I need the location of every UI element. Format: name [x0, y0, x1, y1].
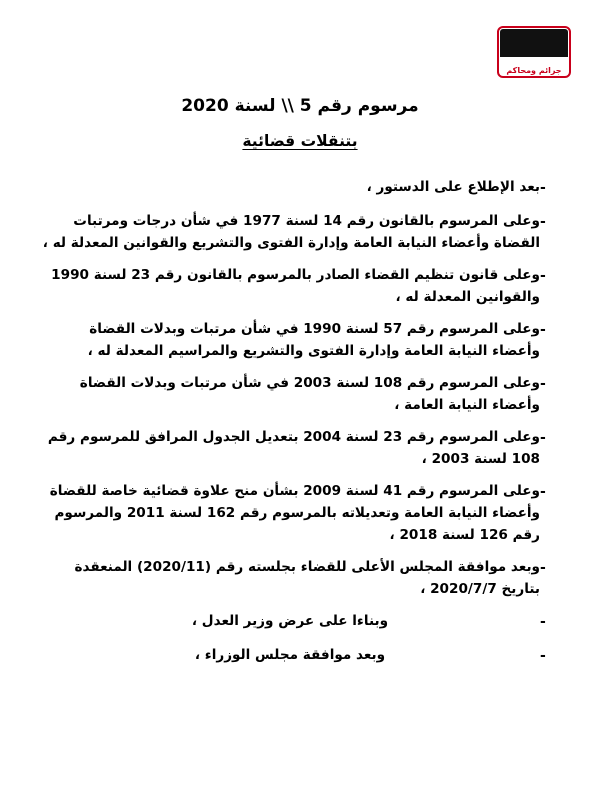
list-item: [40, 556, 566, 600]
clause-dash: -: [540, 613, 546, 630]
clause-text: وعلى المرسوم رقم 41 لسنة 2009 بشأن منح علاوة قضائية خاصة للقضاة وأعضاء النيابة العامة وتعديلاته بالمرسوم رقم 162 لسنة 2011 والمرسوم رقم 126 لسنة 2018 ،: [49, 482, 540, 543]
list-item: [40, 644, 566, 668]
clause-list: [0, 150, 600, 667]
list-item: [40, 372, 566, 416]
clause-dash: -: [540, 180, 546, 196]
list-item: [40, 426, 566, 470]
list-item: [40, 318, 566, 362]
clause-text: وبعد موافقة مجلس الوزراء ،: [194, 646, 386, 663]
list-item: [40, 480, 566, 546]
clause-text: وبعد موافقة المجلس الأعلى للقضاء بجلسته رقم (2020/11) المنعقدة بتاريخ 2020/7/7 ،: [74, 558, 540, 597]
clause-dash: -: [540, 375, 546, 392]
list-item: [40, 210, 566, 254]
clause-text: وعلى المرسوم رقم 57 لسنة 1990 في شأن مرتبات وبدلات القضاة وأعضاء النيابة العامة وإدارة الفتوى والتشريع والمراسيم المعدلة له ،: [87, 320, 540, 359]
clause-text: وبناءا على عرض وزير العدل ،: [191, 612, 389, 629]
list-item: [40, 176, 566, 200]
clause-text: وعلى قانون تنظيم القضاء الصادر بالمرسوم بالقانون رقم 23 لسنة 1990 والقوانين المعدلة له ،: [51, 266, 540, 305]
list-item: [40, 264, 566, 308]
logo-label: جرائم ومحاكم: [506, 66, 562, 75]
clause-dash: -: [540, 483, 546, 500]
logo-black-bar: [500, 29, 568, 57]
page-title: مرسوم رقم 5 \\ لسنة 2020: [181, 96, 419, 116]
clause-text: وعلى المرسوم رقم 108 لسنة 2003 في شأن مرتبات وبدلات القضاة وأعضاء النيابة العامة ،: [79, 374, 540, 413]
clause-dash: -: [540, 321, 546, 338]
clause-dash: -: [540, 213, 546, 230]
clause-text: وعلى المرسوم رقم 23 لسنة 2004 بتعديل الجدول المرافق للمرسوم رقم 108 لسنة 2003 ،: [47, 428, 540, 467]
clause-dash: -: [540, 647, 546, 664]
clause-dash: -: [540, 429, 546, 446]
list-item: [40, 610, 566, 634]
clause-text: وعلى المرسوم بالقانون رقم 14 لسنة 1977 في شأن درجات ومرتبات القضاة وأعضاء النيابة العامة وإدارة الفتوى والتشريع والقوانين المعدلة له ،: [42, 212, 540, 251]
clause-dash: -: [540, 559, 546, 576]
crimes-and-courts-logo: [497, 26, 571, 78]
page-subtitle: بتنقلات قضائية: [242, 132, 358, 150]
clause-dash: -: [540, 267, 546, 284]
clause-text: بعد الإطلاع على الدستور ،: [366, 179, 540, 195]
